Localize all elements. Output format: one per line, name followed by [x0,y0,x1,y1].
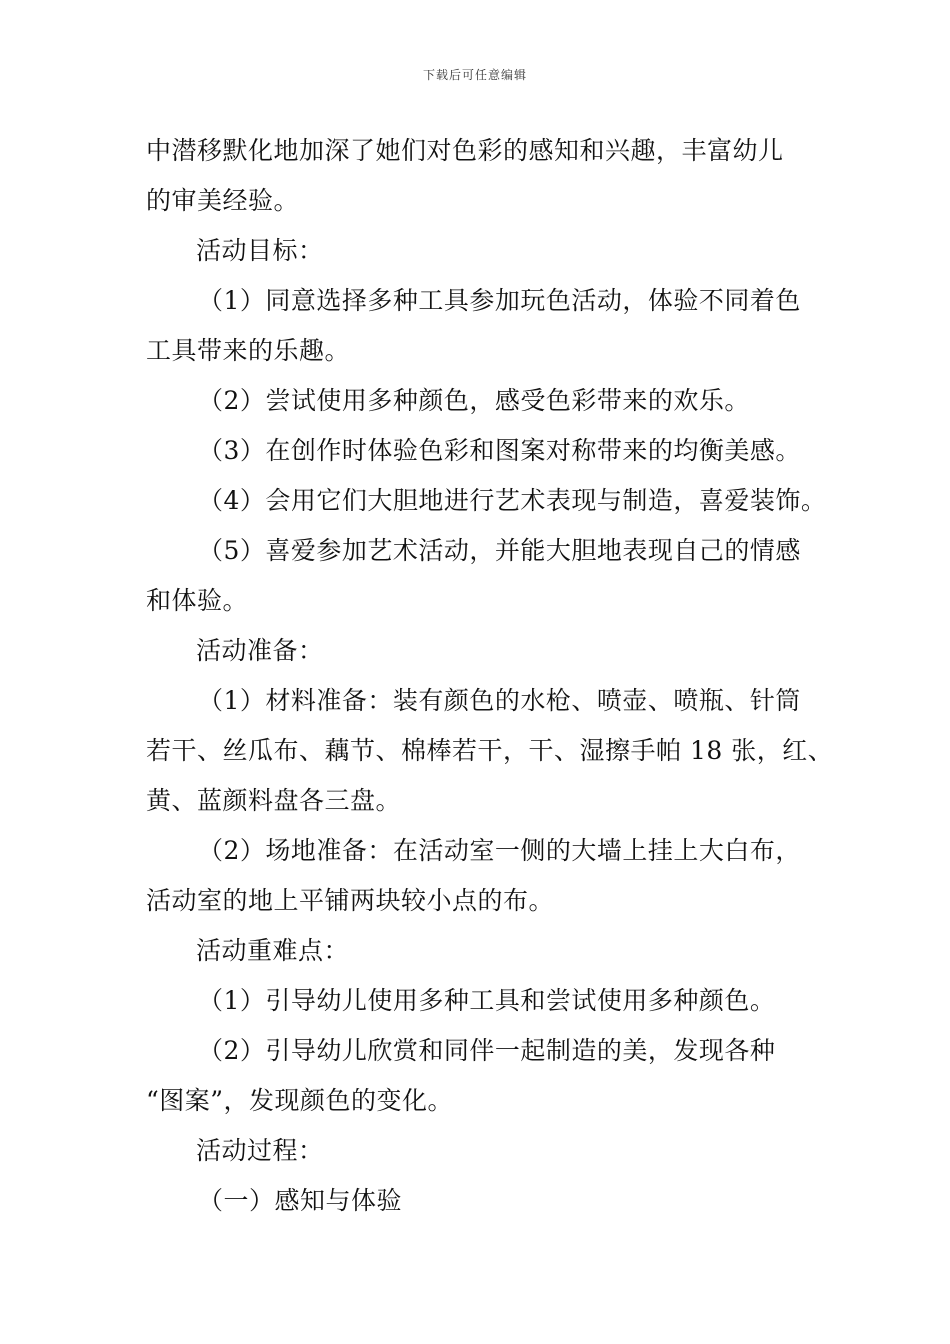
list-item: （1）材料准备：装有颜色的水枪、喷壶、喷瓶、针筒 [198,686,801,715]
paragraph-line: 中潜移默化地加深了她们对色彩的感知和兴趣，丰富幼儿 [146,136,784,165]
list-item: （4）会用它们大胆地进行艺术表现与制造，喜爱装饰。 [198,486,827,515]
document-body [146,126,834,1226]
list-item: （1）同意选择多种工具参加玩色活动，体验不同着色 [198,286,801,315]
paragraph-line: 和体验。 [146,586,249,615]
subsection-heading: （一）感知与体验 [198,1186,403,1215]
section-heading: 活动准备： [196,636,324,665]
paragraph-line: 工具带来的乐趣。 [146,336,351,365]
section-heading: 活动过程： [196,1136,324,1165]
list-item: （3）在创作时体验色彩和图案对称带来的均衡美感。 [198,436,801,465]
list-item: （5）喜爱参加艺术活动，并能大胆地表现自己的情感 [198,536,801,565]
section-heading: 活动重难点： [196,936,350,965]
list-item: （2）场地准备：在活动室一侧的大墙上挂上大白布， [198,836,801,865]
paragraph-line: 黄、蓝颜料盘各三盘。 [146,786,402,815]
paragraph-line: 活动室的地上平铺两块较小点的布。 [146,886,555,915]
paragraph-line: “图案”，发现颜色的变化。 [146,1086,454,1115]
list-item: （2）引导幼儿欣赏和同伴一起制造的美，发现各种 [198,1036,776,1065]
section-heading: 活动目标： [196,236,324,265]
page-header: 下载后可任意编辑 [422,68,527,82]
list-item: （2）尝试使用多种颜色，感受色彩带来的欢乐。 [198,386,750,415]
list-item: （1）引导幼儿使用多种工具和尝试使用多种颜色。 [198,986,776,1015]
paragraph-line: 的审美经验。 [146,186,300,215]
paragraph-line: 若干、丝瓜布、藕节、棉棒若干，干、湿擦手帕 18 张，红、 [146,736,834,765]
